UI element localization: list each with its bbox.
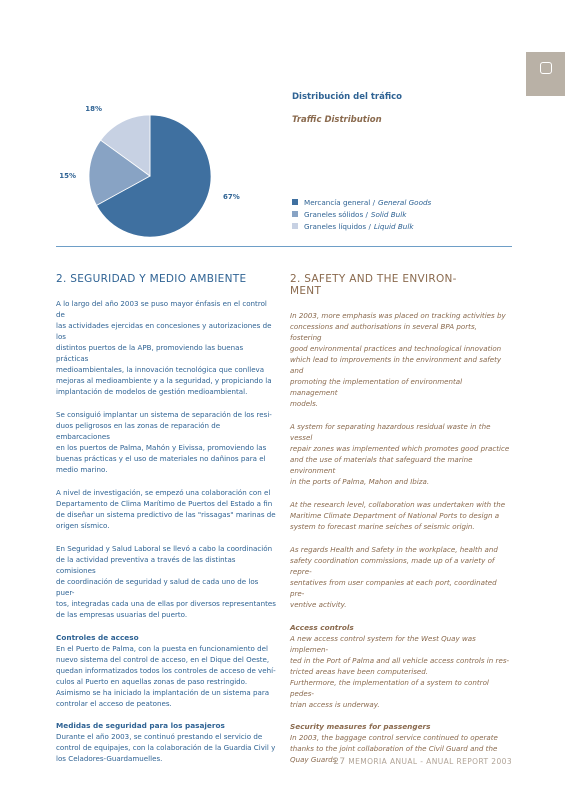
legend-item <box>292 208 431 220</box>
legend-label-es: Graneles sólidos / <box>304 209 368 219</box>
chapter-tab <box>526 52 565 96</box>
paragraph: A system for separating hazardous residual waste in the vessel repair zones was implemented which promotes good practice and the use of materials that safeguard the marine environment in the ports of Palma, Mahon and Ibiza. <box>290 422 510 486</box>
legend-swatch <box>292 211 298 217</box>
page-number: 27 <box>333 757 346 767</box>
subheading-passenger-security: Security measures for passengers <box>290 722 431 731</box>
pie-data-label: 67% <box>223 193 240 201</box>
spanish-column <box>56 273 276 775</box>
paragraph: Durante el año 2003, se continuó prestando el servicio de control de equipajes, con la colaboración de la Guardia Civil y los Celadores-Guardamuelles. <box>56 732 276 763</box>
pie-data-label: 18% <box>85 105 102 113</box>
traffic-pie-chart <box>40 98 260 248</box>
chart-legend <box>292 196 431 232</box>
section-heading-es: 2. SEGURIDAD Y MEDIO AMBIENTE <box>56 273 247 285</box>
paragraph: En el Puerto de Palma, con la puesta en funcionamiento del nuevo sistema del control de acceso, en el Dique del Oeste, quedan informatizados todos los controles de acceso de vehí- culos al Puerto en aquellas zonas de paso restringido. Asimismo se ha iniciado la implantación de un sistema para controlar el acceso de peatones. <box>56 644 276 708</box>
pie-svg <box>40 98 260 248</box>
chapter-tab-mark <box>540 62 552 74</box>
pie-data-label: 15% <box>59 172 76 180</box>
legend-label-en: Liquid Bulk <box>373 221 414 231</box>
legend-label-es: Mercancía general / <box>304 197 375 207</box>
chart-subtitle: Traffic Distribution <box>292 115 382 125</box>
legend-item <box>292 196 431 208</box>
footer-text: MEMORIA ANUAL - ANUAL REPORT 2003 <box>345 757 512 766</box>
subheading-access-controls: Controles de acceso <box>56 633 139 642</box>
paragraph: A new access control system for the West Quay was implemen- ted in the Port of Palma and all vehicle access controls in res- tricted areas have been computerised. Furthermore, the implementation of a system to control pedes- trian access is underway. <box>290 634 510 709</box>
subheading-passenger-security: Medidas de seguridad para los pasajeros <box>56 721 225 730</box>
legend-item <box>292 220 431 232</box>
chart-title: Distribución del tráfico <box>292 92 403 102</box>
paragraph: At the research level, collaboration was undertaken with the Maritime Climate Department of National Ports to design a system to forecast marine seiches of seismic origin. <box>290 500 506 531</box>
legend-label-es: Graneles líquidos / <box>304 221 371 231</box>
paragraph: En Seguridad y Salud Laboral se llevó a cabo la coordinación de la actividad preventiva a través de las distintas comisiones de coordinación de seguridad y salud de cada uno de los puer- tos, integradas cada una de ellas por diversos representantes de las empresas usuarias del puerto. <box>56 544 276 619</box>
legend-swatch <box>292 223 298 229</box>
paragraph: As regards Health and Safety in the workplace, health and safety coordination commissions, made up of a variety of repre- sentatives from user companies at each port, coordinated pre- ventive activity. <box>290 545 498 609</box>
subheading-access-controls: Access controls <box>290 623 354 632</box>
paragraph: A lo largo del año 2003 se puso mayor énfasis en el control de las actividades ejercidas en concesiones y autorizaciones de los distintos puertos de la APB, promoviendo las buenas prácticas medioambientales, la innovación tecnológica que conlleva mejoras al medioambiente y a la seguridad, y propiciando la implantación de modelos de gestión medioambiental. <box>56 299 272 396</box>
english-column <box>290 273 510 776</box>
legend-label-en: Solid Bulk <box>370 209 407 219</box>
page-footer <box>300 757 512 767</box>
section-divider <box>56 246 512 247</box>
paragraph: A nivel de investigación, se empezó una colaboración con el Departamento de Clima Marítimo de Puertos del Estado a fin de diseñar un sistema predictivo de las "rissagas" marinas de origen sísmico. <box>56 488 276 530</box>
chart-legend-block <box>292 92 522 231</box>
paragraph: In 2003, more emphasis was placed on tracking activities by concessions and authorisations in several BPA ports, fostering good environmental practices and technological innovation which lead to improvements in the environment and safety and promoting the implementation of environmental management models. <box>290 311 506 408</box>
paragraph: Se consiguió implantar un sistema de separación de los resi- duos peligrosos en las zonas de reparación de embarcaciones en los puertos de Palma, Mahón y Eivissa, promoviendo las buenas prácticas y el uso de materiales no dañinos para el medio marino. <box>56 410 272 474</box>
legend-label-en: General Goods <box>378 197 432 207</box>
paragraph: In 2003, the baggage control service continued to operate thanks to the joint collaboration of the Civil Guard and the Quay Guards <box>290 733 498 764</box>
section-heading-en: 2. SAFETY AND THE ENVIRON- MENT <box>290 273 457 297</box>
legend-swatch <box>292 199 298 205</box>
